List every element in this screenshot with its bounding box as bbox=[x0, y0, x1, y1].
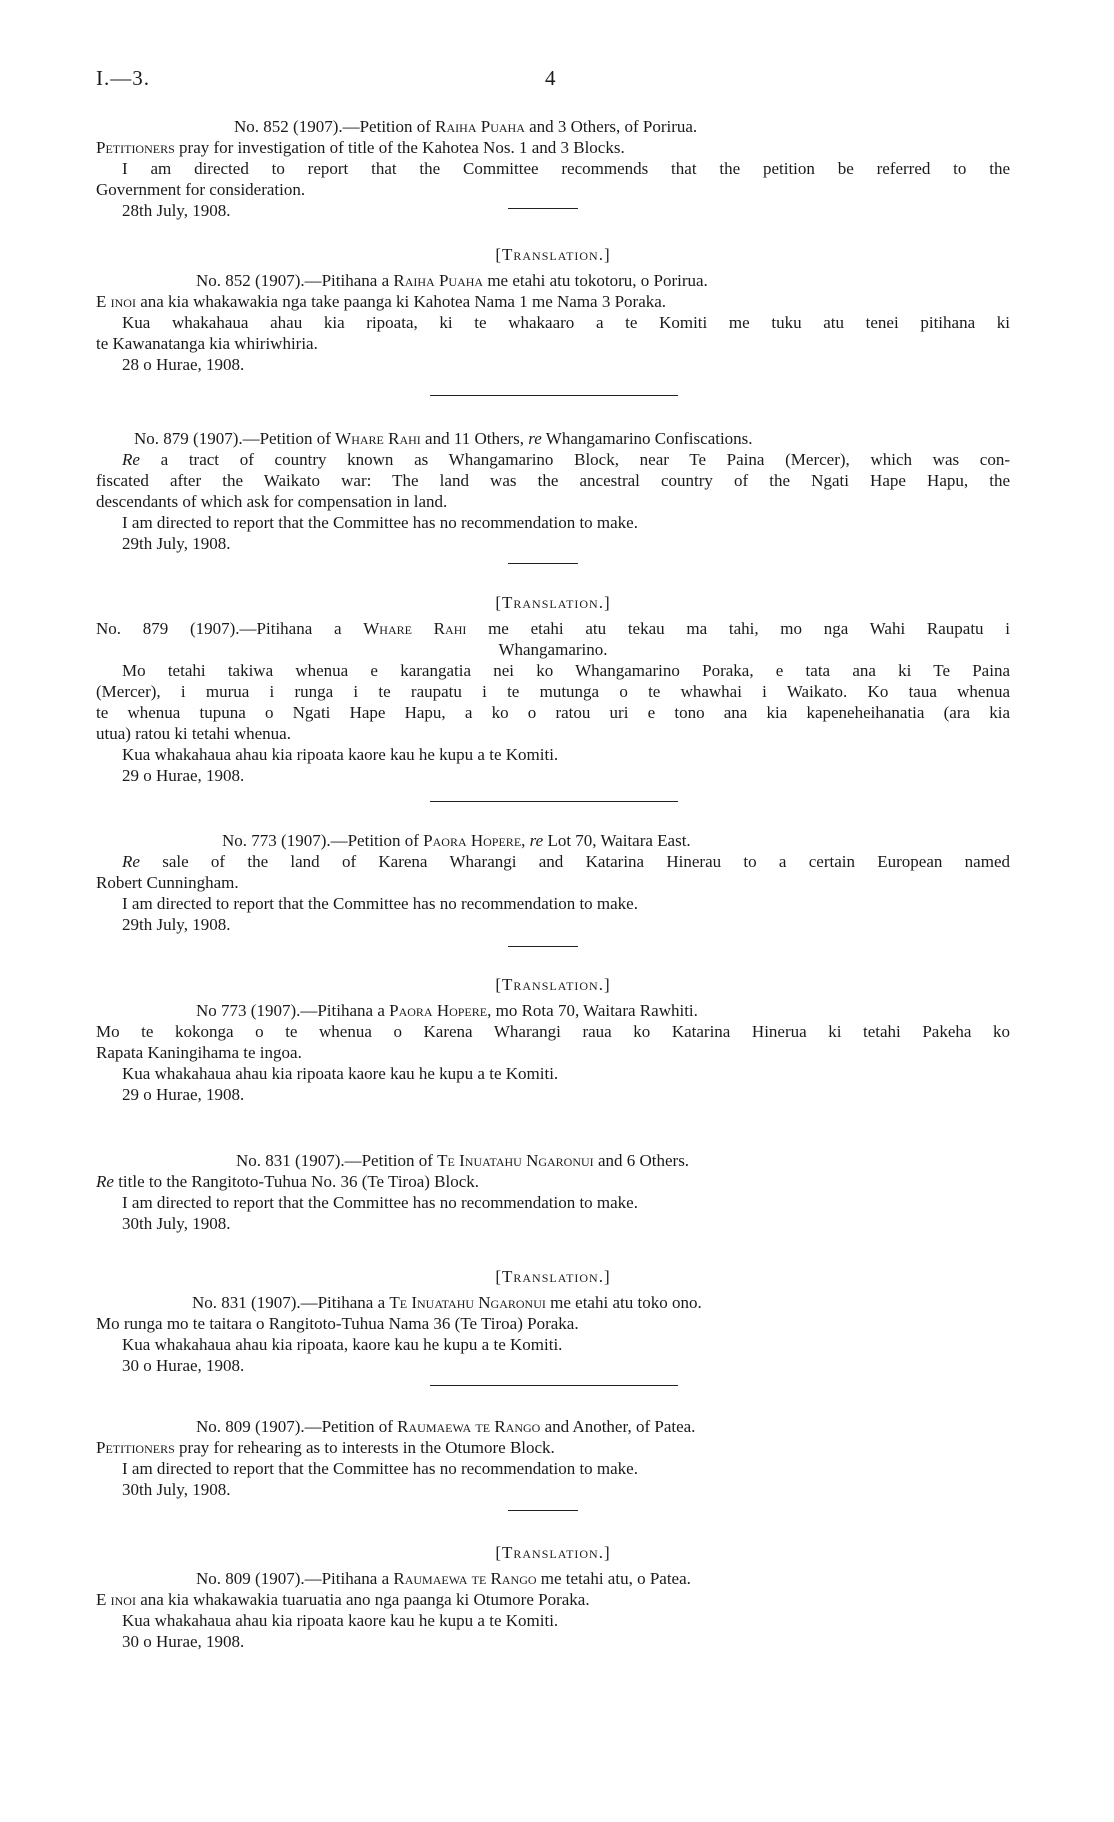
translation-body: Mo runga mo te taitara o Rangitoto-Tuhua Nama 36 (Te Tiroa) Poraka. bbox=[96, 1314, 579, 1333]
report-date: 29th July, 1908. bbox=[122, 534, 231, 553]
petition-prayer: Petitioners pray for investigation of title of the Kahotea Nos. 1 and 3 Blocks. bbox=[96, 138, 625, 157]
translation-label: [Translation.] bbox=[495, 593, 611, 612]
translation-831 bbox=[96, 1266, 1010, 1376]
translation-prayer: E inoi ana kia whakawakia tuaruatia ano nga paanga ki Otumore Poraka. bbox=[96, 1590, 590, 1609]
petition-879 bbox=[96, 428, 1010, 554]
committee-report: I am directed to report that the Committee has no recommendation to make. bbox=[122, 894, 638, 913]
petition-831 bbox=[96, 1150, 1010, 1234]
petition-heading: No. 879 (1907).—Petition of Whare Rahi and 11 Others, re Whangamarino Confiscations. bbox=[134, 429, 753, 448]
translation-date: 29 o Hurae, 1908. bbox=[122, 766, 245, 785]
committee-report: I am directed to report that the Committee has no recommendation to make. bbox=[122, 1459, 638, 1478]
translation-body-end: utua) ratou ki tetahi whenua. bbox=[96, 724, 291, 743]
translation-report: Kua whakahaua ahau kia ripoata, kaore kau he kupu a te Komiti. bbox=[122, 1335, 563, 1354]
translation-prayer: E inoi ana kia whakawakia nga take paanga ki Kahotea Nama 1 me Nama 3 Poraka. bbox=[96, 292, 667, 311]
separator-rule bbox=[508, 208, 578, 209]
translation-body-cont: Rapata Kaningihama te ingoa. bbox=[96, 1043, 302, 1062]
report-date: 28th July, 1908. bbox=[122, 201, 231, 220]
report-date: 30th July, 1908. bbox=[122, 1214, 231, 1233]
translation-date: 29 o Hurae, 1908. bbox=[122, 1085, 245, 1104]
translation-809 bbox=[96, 1542, 1010, 1652]
petition-subject-cont: Robert Cunningham. bbox=[96, 873, 239, 892]
committee-report-cont: Government for consideration. bbox=[96, 180, 306, 199]
petitioner-name: Raiha Puaha bbox=[435, 117, 525, 136]
translation-heading: No. 831 (1907).—Pitihana a Te Inuatahu Ngaronui me etahi atu toko ono. bbox=[192, 1293, 702, 1312]
petition-subject: Re a tract of country known as Whangamarino Block, near Te Paina (Mercer), which was con- bbox=[122, 450, 1010, 469]
translation-report: Kua whakahaua ahau kia ripoata kaore kau he kupu a te Komiti. bbox=[122, 1611, 559, 1630]
translation-heading: No. 852 (1907).—Pitihana a Raiha Puaha me etahi atu tokotoru, o Porirua. bbox=[196, 271, 708, 290]
translation-label: [Translation.] bbox=[495, 245, 611, 264]
section-divider bbox=[430, 1385, 678, 1386]
petition-heading: No. 831 (1907).—Petition of Te Inuatahu Ngaronui and 6 Others. bbox=[236, 1151, 690, 1170]
translation-date: 30 o Hurae, 1908. bbox=[122, 1632, 245, 1651]
page-number: 4 bbox=[545, 66, 556, 90]
translation-heading: No. 879 (1907).—Pitihana a Whare Rahi me etahi atu tekau ma tahi, mo nga Wahi Raupatu i bbox=[96, 619, 1010, 638]
translation-body: Mo tetahi takiwa whenua e karangatia nei ko Whangamarino Poraka, e tata ana ki Te Paina bbox=[122, 661, 1010, 680]
petition-heading: No. 809 (1907).—Petition of Raumaewa te Rango and Another, of Patea. bbox=[196, 1417, 696, 1436]
translation-852 bbox=[96, 244, 1010, 375]
translation-report: Kua whakahaua ahau kia ripoata, ki te whakaaro a te Komiti me tuku atu tenei pitihana ki bbox=[122, 313, 1010, 332]
translation-body: Mo te kokonga o te whenua o Karena Wharangi raua ko Katarina Hinerua ki tetahi Pakeha ko bbox=[96, 1022, 1010, 1041]
translation-body-cont: te whenua tupuna o Ngati Hape Hapu, a ko o ratou uri e tono ana kia kapeneheihanatia (ara kia bbox=[96, 703, 1010, 722]
translation-heading: No 773 (1907).—Pitihana a Paora Hopere, mo Rota 70, Waitara Rawhiti. bbox=[196, 1001, 698, 1020]
translation-date: 28 o Hurae, 1908. bbox=[122, 355, 245, 374]
petition-773 bbox=[96, 830, 1010, 935]
petition-852 bbox=[96, 116, 1010, 221]
committee-report: I am directed to report that the Committee has no recommendation to make. bbox=[122, 1193, 638, 1212]
separator-rule bbox=[508, 563, 578, 564]
petition-heading: No. 852 (1907).—Petition of Raiha Puaha and 3 Others, of Porirua. bbox=[234, 117, 698, 136]
section-divider bbox=[430, 395, 678, 396]
translation-773 bbox=[96, 974, 1010, 1105]
translation-report: Kua whakahaua ahau kia ripoata kaore kau he kupu a te Komiti. bbox=[122, 745, 559, 764]
translation-label: [Translation.] bbox=[495, 975, 611, 994]
translation-report-cont: te Kawanatanga kia whiriwhiria. bbox=[96, 334, 318, 353]
report-date: 30th July, 1908. bbox=[122, 1480, 231, 1499]
translation-label: [Translation.] bbox=[495, 1543, 611, 1562]
petition-809 bbox=[96, 1416, 1010, 1500]
committee-report: I am directed to report that the Committee recommends that the petition be referred to the bbox=[122, 159, 1010, 178]
report-date: 29th July, 1908. bbox=[122, 915, 231, 934]
section-divider bbox=[430, 801, 678, 802]
petition-subject: Re title to the Rangitoto-Tuhua No. 36 (Te Tiroa) Block. bbox=[96, 1172, 480, 1191]
separator-rule bbox=[508, 1510, 578, 1511]
translation-label: [Translation.] bbox=[495, 1267, 611, 1286]
petition-subject-end: descendants of which ask for compensation in land. bbox=[96, 492, 448, 511]
translation-heading-cont: Whangamarino. bbox=[498, 640, 608, 659]
translation-report: Kua whakahaua ahau kia ripoata kaore kau he kupu a te Komiti. bbox=[122, 1064, 559, 1083]
petition-subject-cont: fiscated after the Waikato war: The land was the ancestral country of the Ngati Hape Hapu, the bbox=[96, 471, 1010, 490]
petition-heading: No. 773 (1907).—Petition of Paora Hopere, re Lot 70, Waitara East. bbox=[222, 831, 691, 850]
translation-body-cont: (Mercer), i murua i runga i te raupatu i te mutunga o te whawhai i Waikato. Ko taua whenua bbox=[96, 682, 1010, 701]
committee-report: I am directed to report that the Committee has no recommendation to make. bbox=[122, 513, 638, 532]
petition-prayer: Petitioners pray for rehearing as to interests in the Otumore Block. bbox=[96, 1438, 555, 1457]
parliamentary-paper-reference: I.—3. bbox=[96, 66, 150, 90]
separator-rule bbox=[508, 946, 578, 947]
translation-879 bbox=[96, 592, 1010, 786]
translation-heading: No. 809 (1907).—Pitihana a Raumaewa te Rango me tetahi atu, o Patea. bbox=[196, 1569, 691, 1588]
translation-date: 30 o Hurae, 1908. bbox=[122, 1356, 245, 1375]
petition-subject: Re sale of the land of Karena Wharangi and Katarina Hinerau to a certain European named bbox=[122, 852, 1010, 871]
